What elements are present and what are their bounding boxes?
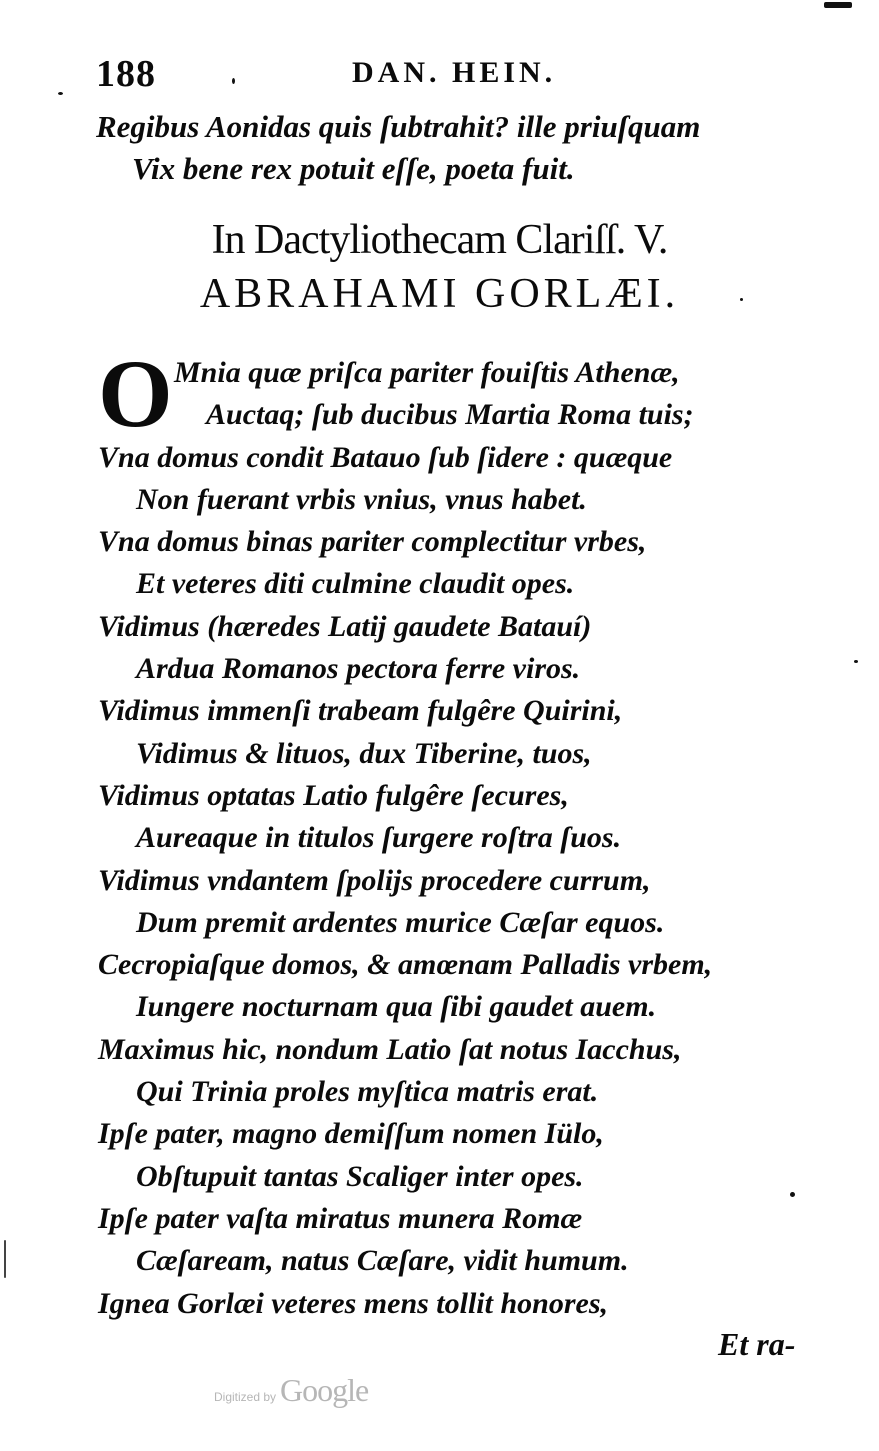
verse-line: Aureaque in titulos ſurgere roſtra ſuos. <box>136 821 622 855</box>
ink-speck <box>58 92 63 95</box>
verse-line: Regibus Aonidas quis ſubtrahit? ille priuſquam <box>96 109 701 144</box>
verse-line: Dum premit ardentes murice Cæſar equos. <box>136 905 665 939</box>
verse-line: Mnia quæ priſca pariter fouiſtis Athenæ, <box>174 356 680 389</box>
verse-line: Ardua Romanos pectora ferre viros. <box>136 652 581 686</box>
poem-body <box>98 340 838 1325</box>
verse-line: Ipſe pater vaſta miratus munera Romæ <box>98 1201 583 1235</box>
verse-line: Cæſaream, natus Cæſare, vidit humum. <box>136 1244 629 1278</box>
verse-line: Non fuerant vrbis vnius, vnus habet. <box>136 482 587 516</box>
verse-line: Qui Trinia proles myſtica matris erat. <box>136 1075 599 1109</box>
poem-title: In Dactyliothecam Clariſſ. V. <box>211 217 668 263</box>
page-number: 188 <box>96 53 156 95</box>
running-head: DAN. HEIN. <box>352 56 557 89</box>
verse-line: Vidimus & lituos, dux Tiberine, tuos, <box>136 736 592 770</box>
verse-line: Obſtupuit tantas Scaliger inter opes. <box>136 1159 584 1193</box>
catchword: Et ra- <box>718 1326 796 1362</box>
ink-speck <box>854 660 858 663</box>
verse-line: Vidimus optatas Latio fulgêre ſecures, <box>98 778 569 812</box>
previous-poem-ending <box>96 106 816 190</box>
watermark-prefix: Digitized by <box>214 1390 277 1404</box>
watermark-brand: Google <box>280 1372 369 1408</box>
verse-line: Iungere nocturnam qua ſibi gaudet auem. <box>136 990 657 1024</box>
ink-speck <box>232 78 235 84</box>
verse-line: Ipſe pater, magno demiſſum nomen Iülo, <box>98 1117 604 1151</box>
digitized-watermark <box>214 1372 368 1409</box>
verse-line: Maximus hic, nondum Latio ſat notus Iacchus, <box>98 1032 682 1066</box>
verse-line: Cecropiaſque domos, & amœnam Palladis vrbem, <box>98 948 713 982</box>
verse-line: Vidimus vndantem ſpolijs procedere currum, <box>98 863 651 897</box>
verse-line: Ignea Gorlæi veteres mens tollit honores, <box>98 1286 609 1320</box>
ink-speck <box>790 1192 795 1197</box>
page-header <box>92 52 839 94</box>
verse-line: Vidimus immenſi trabeam fulgêre Quirini, <box>98 694 623 728</box>
verse-line: Auctaq; ſub ducibus Martia Roma tuis; <box>206 398 694 432</box>
verse-line: Et veteres diti culmine claudit opes. <box>136 567 575 601</box>
verse-line: Vidimus (hæredes Latij gaudete Batauí) <box>98 609 592 643</box>
drop-cap: O <box>98 340 173 447</box>
verse-line: Vna domus condit Batauo ſub ſidere : quæque <box>98 440 673 474</box>
ink-speck <box>824 2 852 8</box>
ink-speck <box>740 298 743 301</box>
poem-title-name: ABRAHAMI GORLÆI. <box>199 271 680 317</box>
verse-line: Vix bene rex potuit eſſe, poeta fuit. <box>132 151 575 186</box>
ink-speck <box>4 1240 6 1278</box>
verse-line: Vna domus binas pariter complectitur vrbes, <box>98 525 647 559</box>
